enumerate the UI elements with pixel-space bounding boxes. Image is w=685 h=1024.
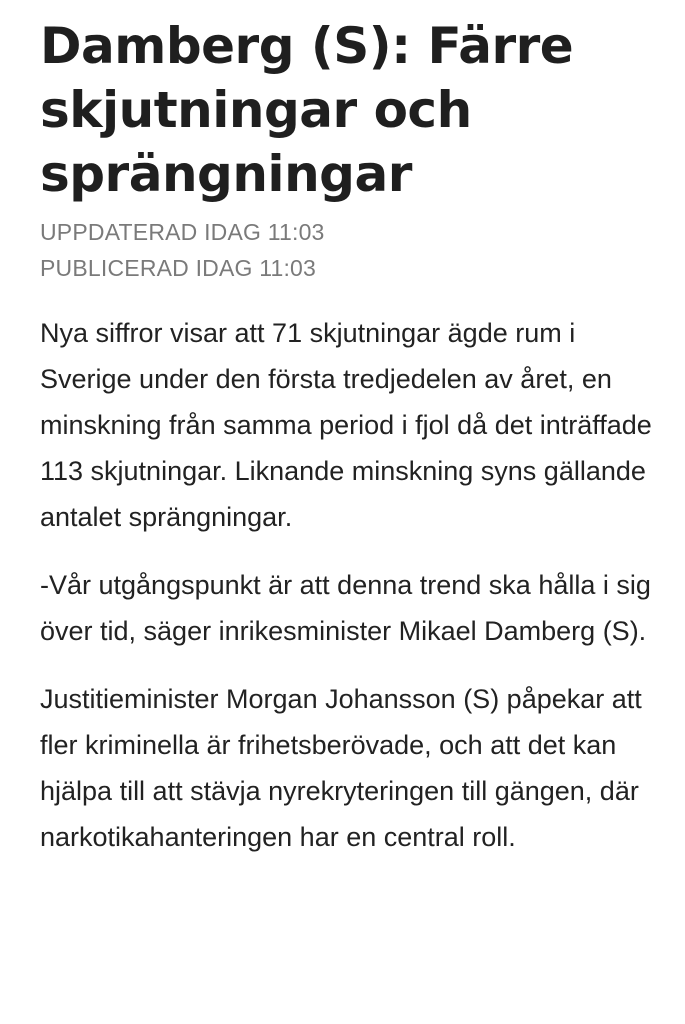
headline: Damberg (S): Färre skjutningar och sprängningar [40,17,574,203]
updated-timestamp: UPPDATERAD IDAG 11:03 [40,219,325,245]
article-meta [40,214,660,286]
paragraph: Nya siffror visar att 71 skjutningar ägde rum i Sverige under den första tredjedelen av året, en minskning från samma period i fjol då det inträffade 113 skjutningar. Liknande minskning syns gällande antalet sprängningar. [40,318,652,532]
published-timestamp: PUBLICERAD IDAG 11:03 [40,255,317,281]
paragraph: -Vår utgångspunkt är att denna trend ska hålla i sig över tid, säger inrikesminister Mikael Damberg (S). [40,570,651,646]
article-body [40,310,660,860]
article [40,14,660,882]
paragraph: Justitieminister Morgan Johansson (S) påpekar att fler kriminella är frihetsberövade, och att det kan hjälpa till att stävja nyrekryteringen till gängen, där narkotikahanteringen har en central roll. [40,684,642,852]
